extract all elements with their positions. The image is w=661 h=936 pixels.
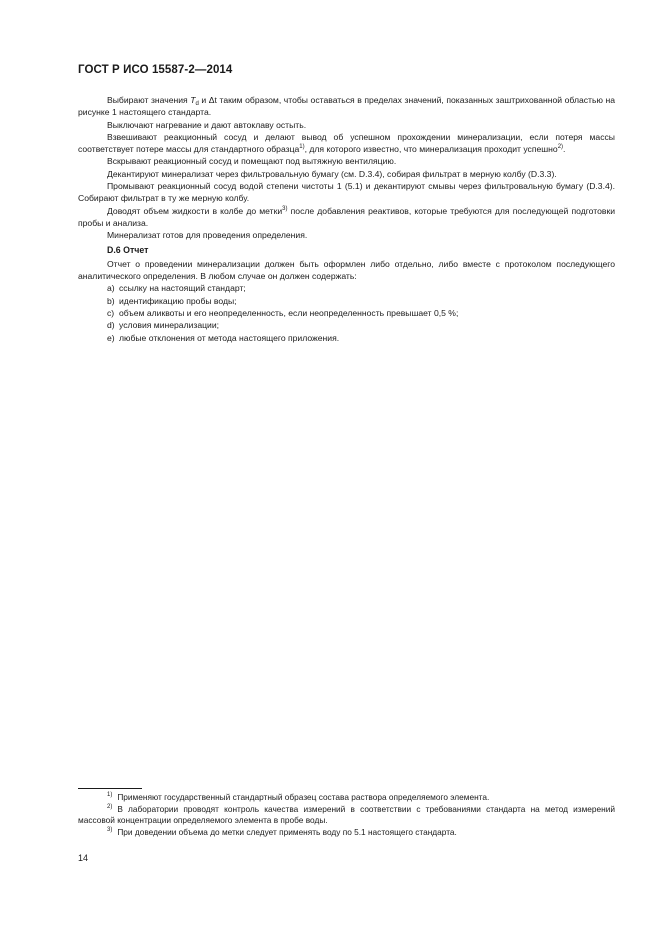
text-span: . [563,144,566,155]
list-item [107,332,615,344]
text-span: Выбирают значения [107,95,191,105]
list-item [107,282,615,294]
footnote-number: 3) [107,827,113,834]
footnote [78,792,615,804]
document-body [78,94,615,344]
list-text: объем аликвоты и его неопределенность, если неопределенность превышает 0,5 %; [119,308,459,319]
footnote [78,827,615,839]
footnote-text: В лаборатории проводят контроль качества измерений в соответствии с требованиями стандарта на метод измерений массовой концентрации определяемого элемента в пробе воды. [78,803,615,826]
footnotes [78,792,615,839]
text-span: Доводят объем жидкости в колбе до метки [107,205,283,216]
paragraph-report: Отчет о проведении минерализации должен быть оформлен либо отдельно, либо вместе с протоколом последующего аналитического определения. В любом случае он должен содержать: [78,258,615,282]
footnote-number: 2) [107,803,113,810]
list-marker: c) [107,308,115,319]
document-header: ГОСТ Р ИСО 15587-2—2014 [78,64,233,76]
text-span: таким образом, чтобы оставаться в пределах значений, показанных заштрихованной областью на рисунке 1 настоящего стандарта. [78,95,616,118]
paragraph-temperature [78,94,615,119]
section-heading: D.6 Отчет [107,244,149,255]
list-marker: d) [107,320,115,331]
list-item [107,307,615,319]
list-marker: a) [107,283,115,294]
page-number: 14 [78,853,89,863]
footnote-ref: 1) [299,144,305,151]
list-text: ссылку на настоящий стандарт; [119,283,246,294]
paragraph-rinsing: Промывают реакционный сосуд водой степени чистоты 1 (5.1) и декантируют смывы через фильтровальную бумагу (D.3.4). Собирают фильтрат в ту же мерную колбу. [78,181,615,204]
text-span: , для которого известно, что минерализация проходит успешно [304,144,558,155]
list-item [107,295,615,307]
paragraph-volume [78,205,615,230]
paragraph-cooling: Выключают нагревание и дают автоклаву остыть. [107,119,307,130]
list-text: любые отклонения от метода настоящего приложения. [119,332,340,343]
symbol-t: T [190,95,196,105]
text-span: после добавления реактивов, которые требуются для последующей подготовки пробы и анализа. [78,205,616,228]
text-span: Взвешивают реакционный сосуд и делают вывод об успешном прохождении минерализации, если потеря массы соответствует потере массы для стандартного образца [78,131,615,155]
list-marker: b) [107,295,115,306]
requirements-list [78,282,615,343]
paragraph-opening: Вскрывают реакционный сосуд и помещают под вытяжную вентиляцию. [107,156,397,167]
footnote-divider [78,788,142,789]
footnote-ref: 3) [282,205,288,212]
footnote-ref: 2) [557,144,564,151]
subscript-d: d [195,101,199,107]
list-text: идентификацию пробы воды; [119,295,237,306]
footnote-number: 1) [107,792,113,798]
footnote-text: При доведении объема до метки следует применять воду по 5.1 настоящего стандарта. [117,827,457,838]
footnote-text: Применяют государственный стандартный образец состава раствора определяемого элемента. [117,792,490,802]
footnote [78,804,615,827]
list-item [107,319,615,331]
text-span: и [198,95,209,105]
paragraph-ready: Минерализат готов для проведения определения. [107,230,308,241]
symbol-delta-t: Δt [208,95,217,105]
paragraph-decanting: Декантируют минерализат через фильтровальную бумагу (см. D.3.4), собирая фильтрат в мерную колбу (D.3.3). [107,168,557,179]
list-text: условия минерализации; [119,320,220,331]
paragraph-weighing [78,131,615,156]
list-marker: e) [107,332,115,343]
